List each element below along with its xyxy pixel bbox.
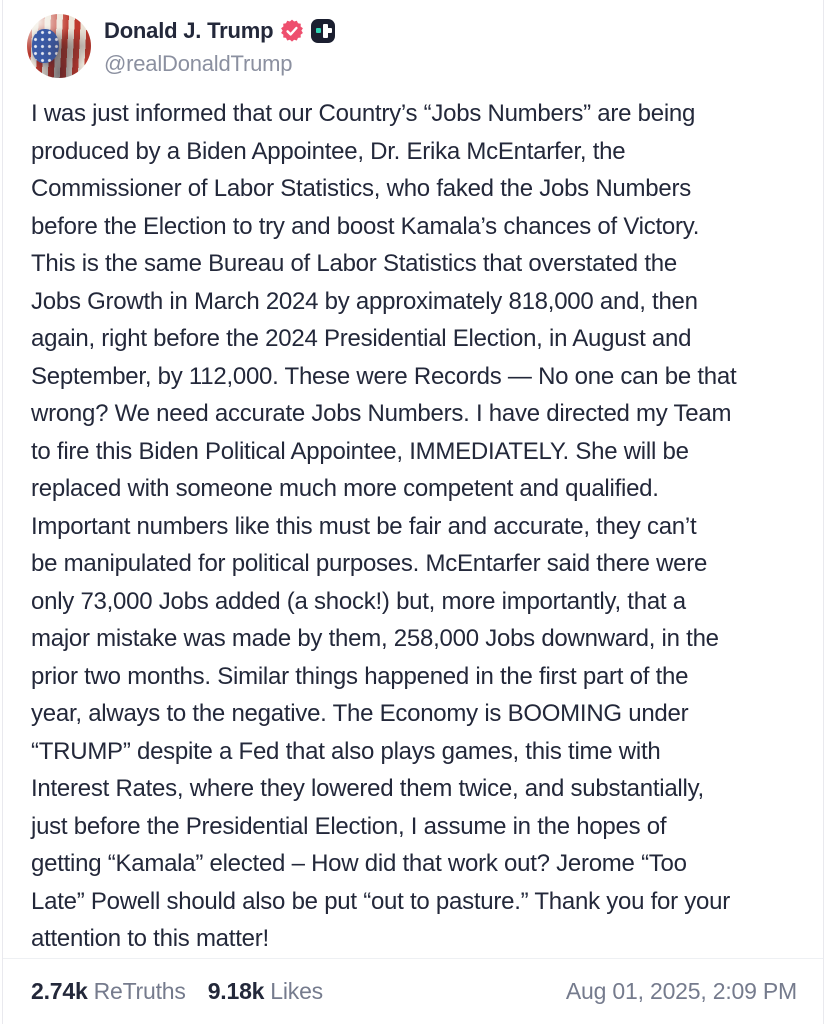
post-body-line: produced by a Biden Appointee, Dr. Erika McEntarfer, the — [31, 137, 626, 165]
post-body-line: Commissioner of Labor Statistics, who faked the Jobs Numbers — [31, 175, 691, 202]
post-body-line: attention to this matter! — [31, 925, 269, 952]
post-body-line: major mistake was made by them, 258,000 Jobs downward, in the — [31, 625, 719, 652]
post-body-line: again, right before the 2024 Presidential Election, in August and — [31, 325, 692, 352]
likes-stat[interactable] — [208, 978, 323, 1005]
user-handle[interactable]: @realDonaldTrump — [104, 50, 293, 76]
post-footer — [3, 958, 823, 1024]
post-body-line: Late” Powell should also be put “out to pasture.” Thank you for your — [31, 887, 730, 915]
post-body-line: This is the same Bureau of Labor Statistics that overstated the — [31, 250, 677, 277]
truth-plus-badge-icon — [311, 19, 335, 43]
post-body-line: Jobs Growth in March 2024 by approximately 818,000 and, then — [31, 287, 698, 315]
timestamp[interactable]: Aug 01, 2025, 2:09 PM — [565, 978, 797, 1004]
post-body-line: year, always to the negative. The Economy is BOOMING under — [31, 700, 689, 727]
display-name[interactable]: Donald J. Trump — [104, 17, 274, 43]
post-body-line: replaced with someone much more competent and qualified. — [31, 475, 659, 502]
post-body — [31, 95, 823, 958]
retruths-stat[interactable] — [31, 978, 186, 1005]
post-body-line: getting “Kamala” elected – How did that work out? Jerome “Too — [31, 850, 687, 877]
author-name-row — [104, 18, 335, 44]
verified-badge-icon — [280, 19, 304, 43]
post-header — [3, 0, 823, 78]
truth-plus-teal-square — [316, 28, 321, 33]
post-body-line: only 73,000 Jobs added (a shock!) but, more importantly, that a — [31, 587, 686, 615]
post-body-line: to fire this Biden Political Appointee, IMMEDIATELY. She will be — [31, 437, 689, 465]
post-body-line: Interest Rates, where they lowered them twice, and substantially, — [31, 775, 704, 802]
post-body-line: be manipulated for political purposes. McEntarfer said there were — [31, 550, 708, 577]
post-body-line: “TRUMP” despite a Fed that also plays games, this time with — [31, 737, 661, 765]
avatar[interactable] — [27, 14, 91, 78]
post-body-line: September, by 112,000. These were Records — No one can be that — [31, 362, 737, 390]
post-body-line: I was just informed that our Country’s “Jobs Numbers” are being — [31, 100, 696, 127]
retruths-count: 2.74k — [31, 978, 88, 1004]
post-body-line: before the Election to try and boost Kamala’s chances of Victory. — [31, 212, 700, 240]
post-body-line: wrong? We need accurate Jobs Numbers. I have directed my Team — [31, 400, 732, 427]
post-card — [2, 0, 824, 1024]
likes-label: Likes — [270, 978, 323, 1004]
likes-count: 9.18k — [207, 978, 265, 1004]
author-id-block — [104, 14, 335, 78]
post-stats — [31, 978, 323, 1005]
post-body-line: prior two months. Similar things happened in the first part of the — [31, 662, 689, 690]
retruths-label: ReTruths — [93, 978, 186, 1004]
post-body-line: Important numbers like this must be fair and accurate, they can’t — [31, 512, 697, 540]
post-body-line: just before the Presidential Election, I assume in the hopes of — [31, 812, 667, 840]
truth-plus-horizontal-bar — [323, 28, 332, 33]
